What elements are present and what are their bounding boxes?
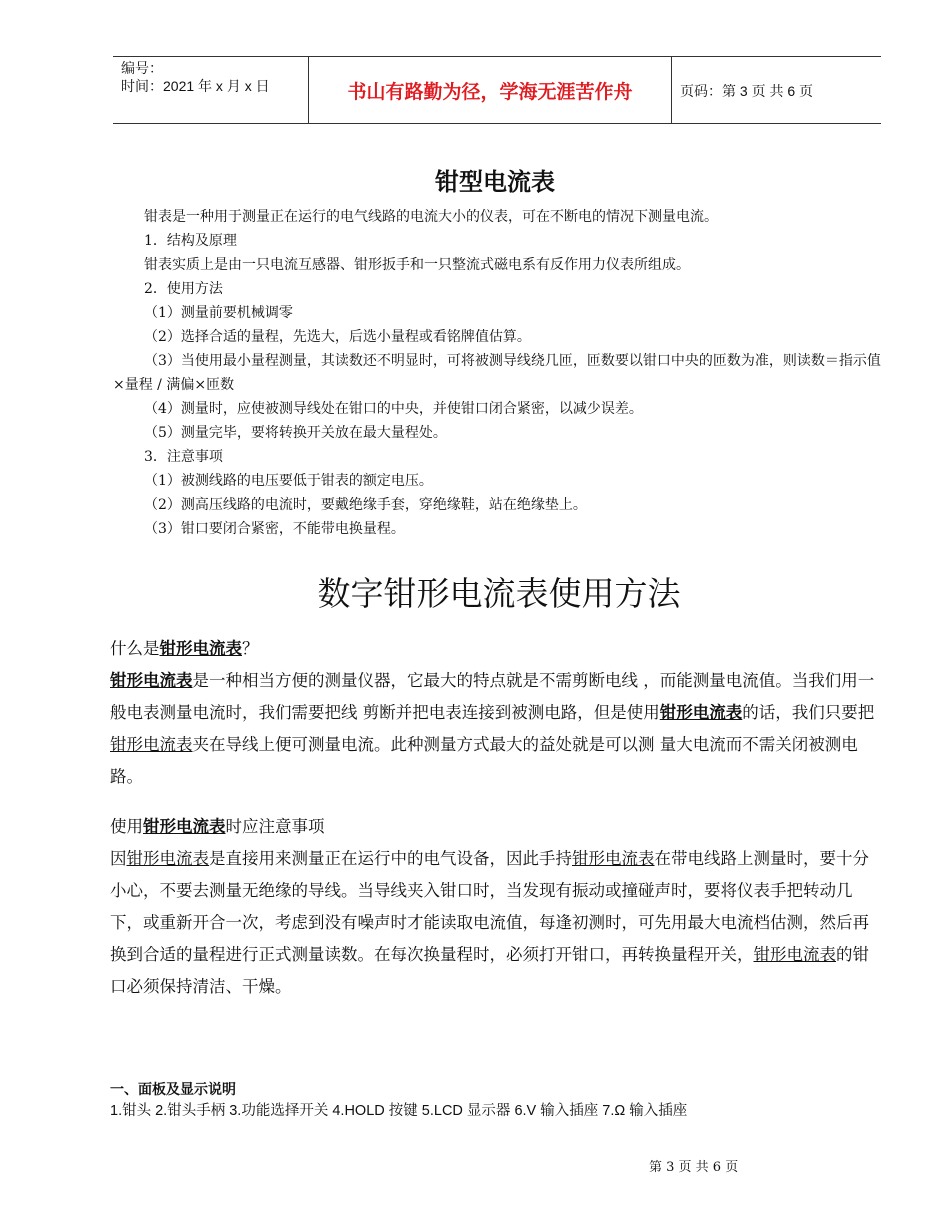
paragraph: 1．结构及原理 [144,233,237,249]
question-line: 什么是钳形电流表？ [110,639,259,658]
digital-clamp-meter-usage [110,633,885,1003]
keyword-link[interactable]: 钳形电流表 [572,849,655,868]
paragraph: （5）测量完毕，要将转换开关放在最大量程处。 [144,425,447,441]
paragraph: 钳形电流表是一种相当方便的测量仪器，它最大的特点就是不需剪断电线 ，而能测量电流值。当我们用一般电表测量电流时，我们需要把线 剪断并把电表连接到被测电路，但是使用钳形电流表的话，我们只要把钳形电流表夹在导线上便可测量电流。此种测量方式最大的益处就是可以测 量大电流而不需关闭被测电路。 [110,671,875,786]
paragraph: 2．使用方法 [144,281,223,297]
subheading: 使用钳形电流表时应注意事项 [110,817,325,836]
paragraph: （2）选择合适的量程，先选大，后选小量程或看铭牌值估算。 [144,329,531,345]
keyword-link[interactable]: 钳形电流表 [143,817,226,836]
paragraph: （4）测量时，应使被测导线处在钳口的中央，并使钳口闭合紧密，以减少误差。 [144,401,643,417]
header-page-number: 页码：第 3 页 共 6 页 [680,83,814,99]
panel-parts-list: 1.钳头 2.钳头手柄 3.功能选择开关 4.HOLD 按键 5.LCD 显示器 6.V 输入插座 7.Ω 输入插座 [110,1103,688,1119]
panel-heading: 一、面板及显示说明 [110,1081,236,1097]
page-footer: 第 3 页 共 6 页 [649,1160,739,1175]
paragraph: 钳表是一种用于测量正在运行的电气线路的电流大小的仪表，可在不断电的情况下测量电流。 [144,209,718,225]
paragraph: （3）钳口要闭合紧密，不能带电换量程。 [144,521,405,537]
section-title: 钳型电流表 [435,168,555,196]
header-number: 编号： [121,60,163,76]
keyword-link[interactable]: 钳形电流表 [753,945,836,964]
paragraph: （3）当使用最小量程测量，其读数还不明显时，可将被测导线绕几匝，匝数要以钳口中央的匝数为准，则读数＝指示值×量程 / 满偏×匝数 [113,353,881,393]
header-meta [121,59,270,95]
paragraph: （1）测量前要机械调零 [144,305,293,321]
panel-description [110,1078,885,1122]
paragraph: 因钳形电流表是直接用来测量正在运行中的电气设备，因此手持钳形电流表在带电线路上测量时，要十分小心，不要去测量无绝缘的导线。当导线夹入钳口时，当发现有振动或撞碰声时，要将仪表手把转动几下，或重新开合一次，考虑到没有噪声时才能读取电流值，每逢初测时，可先用最大电流档估测，然后再换到合适的量程进行正式测量读数。在每次换量程时，必须打开钳口，再转换量程开关，钳形电流表的钳口必须保持清洁、干燥。 [110,849,869,996]
paragraph: 钳表实质上是由一只电流互感器、钳形扳手和一只整流式磁电系有反作用力仪表所组成。 [144,257,690,273]
paragraph: （1）被测线路的电压要低于钳表的额定电压。 [144,473,433,489]
keyword-link[interactable]: 钳形电流表 [110,671,193,690]
keyword-link[interactable]: 钳形电流表 [159,639,242,658]
paragraph: 3．注意事项 [144,449,223,465]
header-motto: 书山有路勤为径，学海无涯苦作舟 [347,81,633,103]
clamp-meter-intro [113,205,888,541]
page-header [113,56,881,124]
keyword-link[interactable]: 钳形电流表 [110,735,193,754]
keyword-link[interactable]: 钳形电流表 [659,703,743,722]
header-time: 时间：2021 年 x 月 x 日 [121,78,270,94]
section-title: 数字钳形电流表使用方法 [317,574,681,613]
keyword-link[interactable]: 钳形电流表 [126,849,209,868]
header-divider [671,57,672,123]
paragraph: （2）测高压线路的电流时，要戴绝缘手套，穿绝缘鞋，站在绝缘垫上。 [144,497,587,513]
